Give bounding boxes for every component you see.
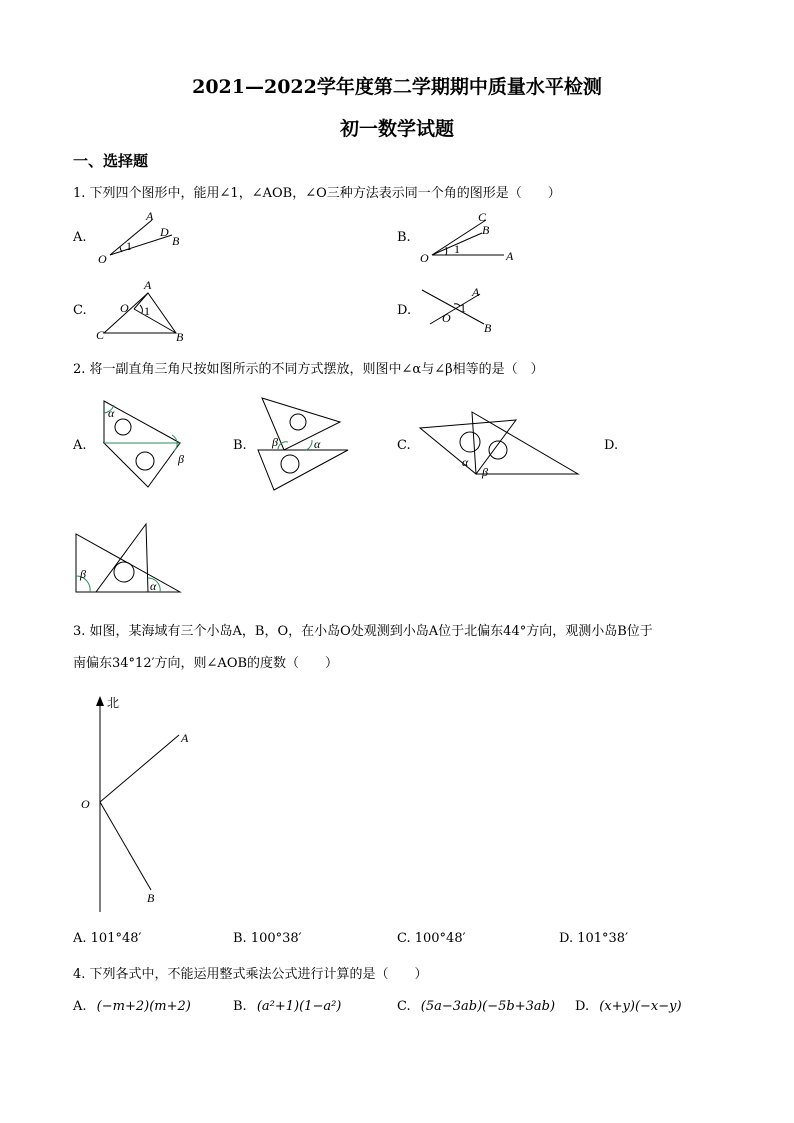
q4-option-a-letter: A. bbox=[73, 999, 87, 1014]
q1a-label-a: A bbox=[146, 209, 154, 223]
question-3-text-line1: 3. 如图，某海域有三个小岛A，B，O，在小岛O处观测到小岛A位于北偏东44°方向，观测小岛B位于 bbox=[73, 624, 653, 639]
q1c-label-o: O bbox=[120, 301, 129, 315]
q1c-label-a: A bbox=[144, 278, 152, 292]
q3-option-d: D. 101°38′ bbox=[559, 931, 629, 946]
q2-figure-c bbox=[418, 410, 582, 482]
q1-figure-a bbox=[90, 205, 200, 265]
q1a-label-d: D bbox=[160, 225, 169, 239]
exam-title: 2021—2022学年度第二学期期中质量水平检测 bbox=[192, 76, 602, 98]
q2c-beta: β bbox=[482, 465, 488, 479]
q1b-label-c: C bbox=[478, 210, 487, 224]
q1b-label-1: 1 bbox=[454, 242, 460, 256]
question-2-text: 2. 将一副直角三角尺按如图所示的不同方式摆放，则图中∠α与∠β相等的是（ ） bbox=[73, 362, 544, 377]
section-heading: 一、选择题 bbox=[73, 152, 149, 170]
q1b-label-b: B bbox=[482, 223, 490, 237]
q4-option-b-letter: B. bbox=[233, 999, 247, 1014]
q3-label-north: 北 bbox=[107, 696, 120, 710]
q1d-label-1: 1 bbox=[460, 301, 466, 315]
q3-label-a: A bbox=[181, 731, 189, 745]
q3-option-a: A. 101°48′ bbox=[73, 931, 142, 946]
q2-figure-b bbox=[254, 392, 358, 492]
q4-option-c-letter: C. bbox=[397, 999, 411, 1014]
q2-figure-a bbox=[96, 395, 200, 495]
q1d-label-b: B bbox=[484, 321, 492, 335]
q1-figure-b bbox=[412, 205, 532, 265]
q4-option-a bbox=[73, 999, 191, 1014]
q4-option-b bbox=[233, 999, 341, 1014]
exam-subtitle: 初一数学试题 bbox=[339, 118, 454, 140]
q2b-alpha: α bbox=[314, 437, 321, 451]
question-3-text-line2: 南偏东34°12′方向，则∠AOB的度数（ ） bbox=[73, 656, 339, 671]
q1-option-b-label: B. bbox=[397, 230, 411, 245]
q3-option-b: B. 100°38′ bbox=[233, 931, 302, 946]
q2a-alpha: α bbox=[108, 406, 115, 420]
q4-option-d bbox=[575, 999, 682, 1014]
q1a-label-b: B bbox=[172, 234, 180, 248]
q4-option-c-expr: (5a−3ab)(−5b+3ab) bbox=[420, 999, 556, 1014]
q2-option-c-label: C. bbox=[397, 438, 411, 453]
q1c-label-c: C bbox=[96, 328, 105, 342]
q4-option-d-expr: (x+y)(−x−y) bbox=[599, 999, 682, 1014]
q1-option-c-label: C. bbox=[73, 303, 87, 318]
q1-figure-d bbox=[412, 280, 512, 340]
q3-label-o: O bbox=[81, 797, 90, 811]
q3-label-b: B bbox=[147, 891, 155, 905]
q2d-beta: β bbox=[80, 567, 86, 581]
q1a-label-o: O bbox=[98, 252, 107, 265]
q3-option-c: C. 100°48′ bbox=[397, 931, 466, 946]
q4-option-c bbox=[397, 999, 555, 1014]
q4-option-a-expr: (−m+2)(m+2) bbox=[96, 999, 191, 1014]
q4-option-b-expr: (a²+1)(1−a²) bbox=[256, 999, 342, 1014]
q2c-alpha: α bbox=[462, 455, 469, 469]
q1b-label-a: A bbox=[506, 249, 514, 263]
q1a-label-1: 1 bbox=[126, 239, 132, 253]
q1d-label-o: O bbox=[442, 311, 451, 325]
q2-figure-d bbox=[72, 520, 184, 596]
q1b-label-o: O bbox=[420, 251, 429, 265]
q2-option-a-label: A. bbox=[73, 438, 87, 453]
q1c-label-b: B bbox=[176, 330, 184, 344]
q1c-label-1: 1 bbox=[144, 304, 150, 318]
q2-option-b-label: B. bbox=[233, 438, 247, 453]
q2d-alpha: α bbox=[150, 579, 157, 593]
q1-figure-c bbox=[90, 275, 200, 345]
q3-compass-figure bbox=[75, 690, 215, 915]
q1-option-a-label: A. bbox=[73, 230, 87, 245]
q4-option-d-letter: D. bbox=[575, 999, 590, 1014]
q2b-beta: β bbox=[272, 435, 278, 449]
q2a-beta: β bbox=[178, 452, 184, 466]
q2-option-d-label: D. bbox=[604, 438, 619, 453]
north-arrow-icon bbox=[96, 696, 104, 706]
question-4-text: 4. 下列各式中，不能运用整式乘法公式进行计算的是（ ） bbox=[73, 967, 428, 982]
q1-option-d-label: D. bbox=[397, 303, 412, 318]
question-1-text: 1. 下列四个图形中，能用∠1，∠AOB，∠O三种方法表示同一个角的图形是（ ） bbox=[73, 186, 561, 201]
q1d-label-a: A bbox=[472, 285, 480, 299]
